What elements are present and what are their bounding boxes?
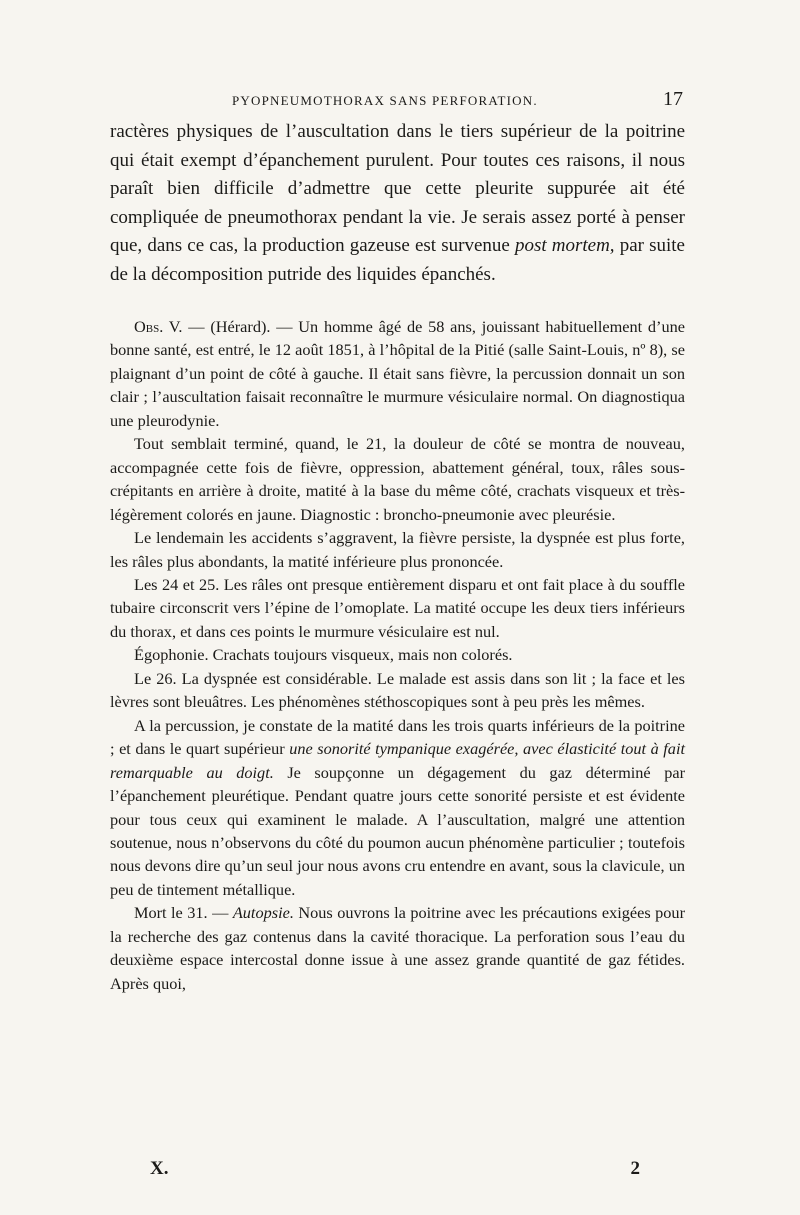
signature-mark: X. bbox=[150, 1158, 169, 1179]
italic-phrase: post mortem, bbox=[514, 235, 615, 256]
observation-paragraph-8: Mort le 31. — Autopsie. Nous ouvrons la poitrine avec les précautions exigées pour la recherche des gaz contenus dans la cavité thoracique. La perforation sous l’eau du deuxième espace intercostal donne issue à une assez grande quantité de gaz fétides. Après quoi, bbox=[110, 903, 685, 993]
observation-section bbox=[110, 315, 685, 995]
observation-paragraph-2: Tout semblait terminé, quand, le 21, la douleur de côté se montra de nouveau, accompagnée cette fois de fièvre, oppression, abattement général, toux, râles sous-crépitants en arrière à droite, matité à la base du même côté, crachats visqueux et très-légèrement colorés en jaune. Diagnostic : broncho-pneumonie avec pleurésie. bbox=[110, 434, 685, 524]
running-title: PYOPNEUMOTHORAX SANS PERFORATION. bbox=[232, 93, 538, 108]
sheet-number: 2 bbox=[630, 1158, 640, 1179]
page-number: 17 bbox=[663, 88, 683, 110]
italic-phrase: Autopsie. bbox=[232, 903, 294, 923]
observation-paragraph-5: Égophonie. Crachats toujours visqueux, mais non colorés. bbox=[134, 645, 513, 665]
page-footer bbox=[150, 1158, 640, 1180]
observation-paragraph-7: A la percussion, je constate de la matité dans les trois quarts inférieurs de la poitrine ; et dans le quart supérieur une sonorité tympanique exagérée, avec élasticité tout à fait remarquable au doigt. Je soupçonne un dégagement du gaz déterminé par l’épanchement pleurétique. Pendant quatre jours cette sonorité persiste et est évidente pour tous ceux qui examinent le malade. A l’auscultation, malgré une attention soutenue, nous n’observons du côté du poumon aucun phénomène particulier ; toutefois nous devons dire qu’un seul jour nous avons cru entendre en avant, sous la clavicule, un peu de tintement métallique. bbox=[110, 715, 685, 899]
observation-paragraph-1: Obs. V. — (Hérard). — Un homme âgé de 58 ans, jouissant habituellement d’une bonne santé, est entré, le 12 août 1851, à l’hôpital de la Pitié (salle Saint-Louis, nº 8), se plaignant d’un point de côté à gauche. Il était sans fièvre, la percussion donnait un son clair ; l’auscultation faisait reconnaître le murmure vésiculaire normal. On diagnostiqua une pleurodynie. bbox=[110, 317, 685, 430]
observation-label: Obs. V. bbox=[134, 317, 183, 336]
italic-phrase: une sonorité tympanique exagérée, avec élasticité tout à fait remarquable au doigt. bbox=[110, 739, 685, 782]
running-head bbox=[110, 88, 685, 118]
observation-paragraph-3: Le lendemain les accidents s’aggravent, la fièvre persiste, la dyspnée est plus forte, les râles plus abondants, la matité inférieure plus prononcée. bbox=[110, 528, 685, 571]
intro-paragraph: ractères physiques de l’auscultation dans le tiers supérieur de la poitrine qui était exempt d’épanchement purulent. Pour toutes ces raisons, il nous paraît bien difficile d’admettre que cette pleurite suppurée ait été compliquée de pneumothorax pendant la vie. Je serais assez porté à penser que, dans ce cas, la production gazeuse est survenue post mortem, par suite de la décomposition putride des liquides épanchés. bbox=[110, 121, 685, 285]
observation-paragraph-6: Le 26. La dyspnée est considérable. Le malade est assis dans son lit ; la face et les lèvres sont bleuâtres. Les phénomènes stéthoscopiques sont à peu près les mêmes. bbox=[110, 668, 685, 712]
observation-paragraph-4: Les 24 et 25. Les râles ont presque entièrement disparu et ont fait place à du souffle tubaire circonscrit vers l’épine de l’omoplate. La matité occupe les deux tiers inférieurs du thorax, et dans ces points le murmure vésiculaire est nul. bbox=[110, 574, 685, 641]
book-page bbox=[110, 88, 685, 995]
